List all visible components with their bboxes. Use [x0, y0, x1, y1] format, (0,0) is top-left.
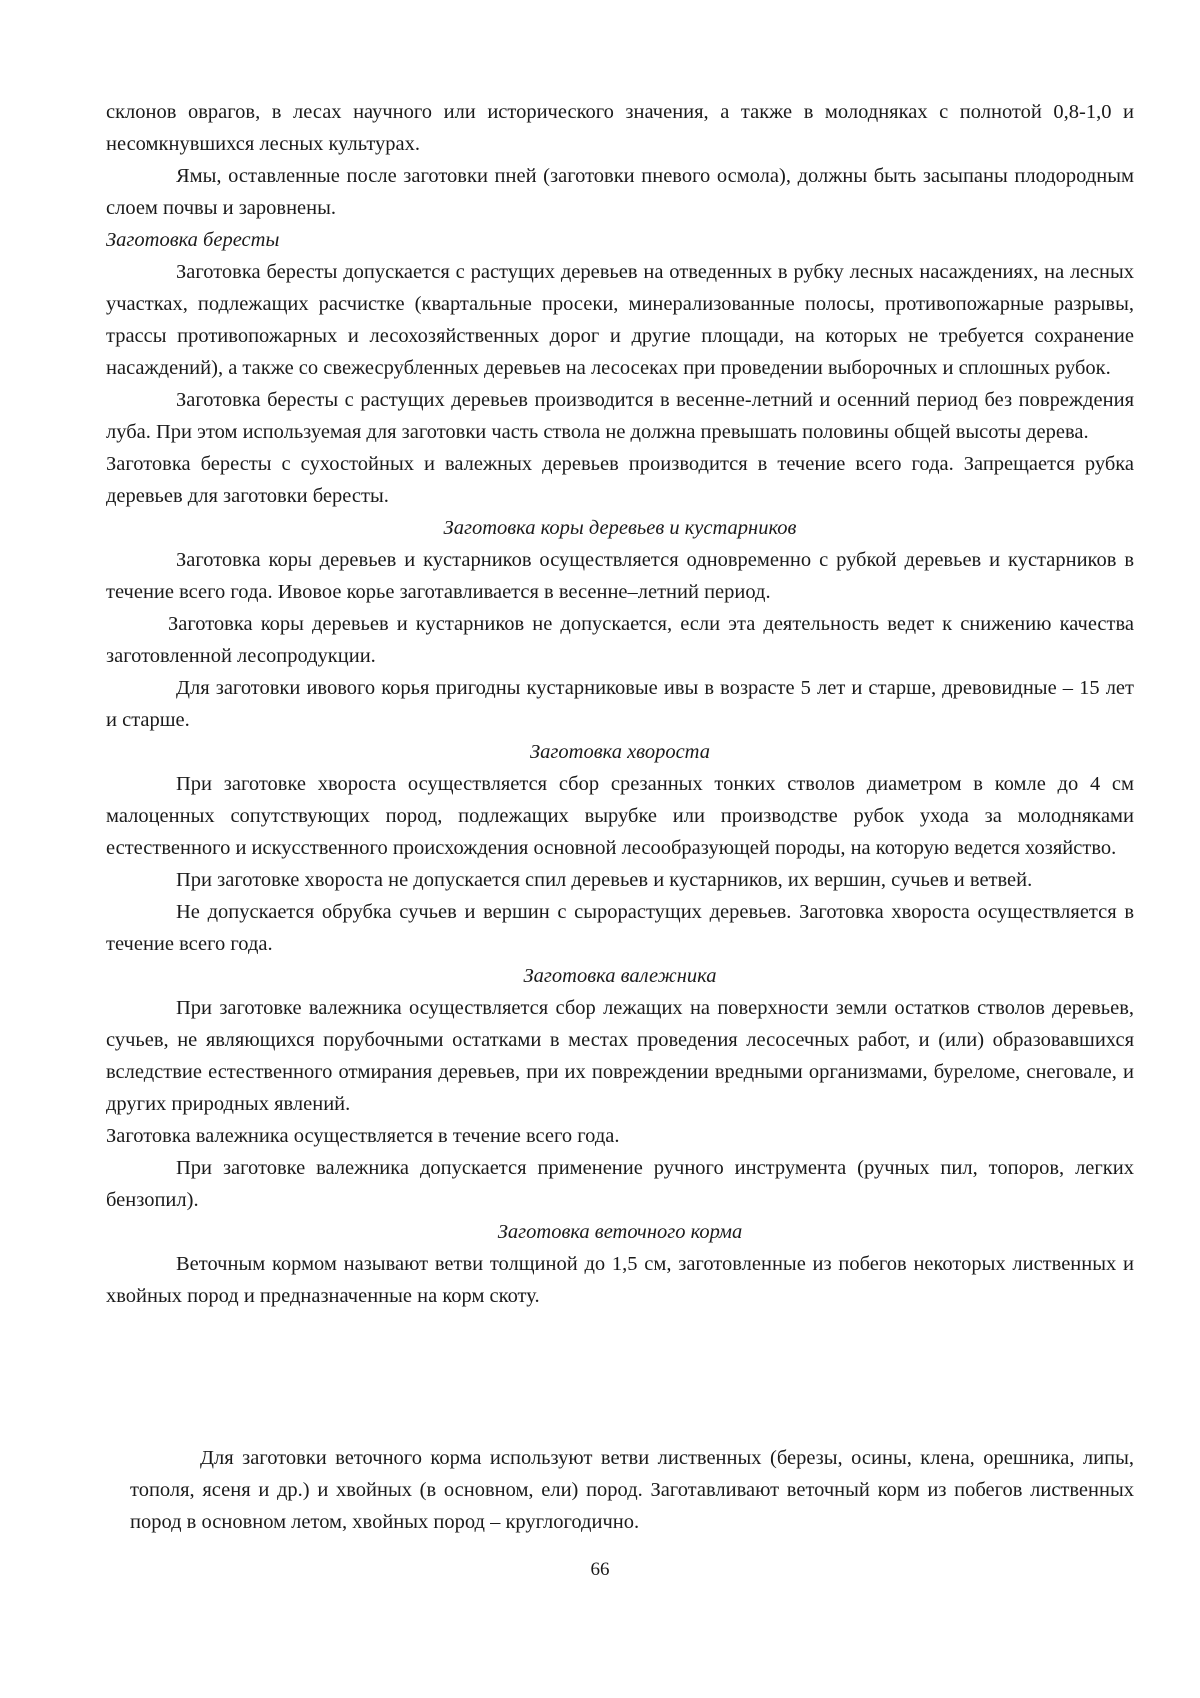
paragraph-stump-pits: Ямы, оставленные после заготовки пней (заготовки пневого осмола), должны быть засыпаны плодородным слоем почвы и заровнены. — [106, 165, 1134, 219]
heading-tree-bark: Заготовка коры деревьев и кустарников — [443, 517, 797, 539]
heading-birch-bark: Заготовка бересты — [106, 229, 280, 251]
paragraph-birch-bark-season: Заготовка бересты с растущих деревьев производится в весенне-летний и осенний период без повреждения луба. При этом используемая для заготовки часть ствола не должна превышать половины общей высоты дерева. — [106, 389, 1134, 443]
paragraph-branch-fodder-definition: Веточным кормом называют ветви толщиной до 1,5 см, заготовленные из побегов некоторых лиственных и хвойных пород и предназначенные на корм скоту. — [106, 1253, 1134, 1307]
page-number: 66 — [590, 1559, 610, 1580]
paragraph-branch-fodder-species: Для заготовки веточного корма используют ветви лиственных (березы, осины, клена, орешника, липы, тополя, ясеня и др.) и хвойных (в основном, ели) пород. Заготавливают веточный корм из побегов лиственных пород в основном летом, хвойных пород – круглогодично. — [130, 1447, 1134, 1533]
paragraph-birch-bark-permitted: Заготовка бересты допускается с растущих деревьев на отведенных в рубку лесных насаждениях, на лесных участках, подлежащих расчистке (квартальные просеки, минерализованные полосы, противопожарные разрывы, трассы противопожарных и лесохозяйственных дорог и другие площади, на которых не требуется сохранение насаждений), а также со свежесрубленных деревьев на лесосеках при проведении выборочных и сплошных рубок. — [106, 261, 1134, 379]
paragraph-brushwood-collection: При заготовке хвороста осуществляется сбор срезанных тонких стволов диаметром в комле до 4 см малоценных сопутствующих пород, подлежащих вырубке или производстве рубок ухода за молодняками естественного и искусственного происхождения основной лесообразующей породы, на которую ведется хозяйство. — [106, 773, 1134, 859]
page-body — [106, 96, 1134, 1312]
heading-deadfall: Заготовка валежника — [523, 965, 717, 987]
paragraph-tree-bark-timing: Заготовка коры деревьев и кустарников осуществляется одновременно с рубкой деревьев и кустарников в течение всего года. Ивовое корье заготавливается в весенне–летний период. — [106, 549, 1134, 603]
paragraph-birch-bark-deadwood: Заготовка бересты с сухостойных и валежных деревьев производится в течение всего года. Запрещается рубка деревьев для заготовки бересты. — [106, 453, 1134, 507]
heading-brushwood: Заготовка хвороста — [530, 741, 710, 763]
paragraph-deadfall-season: Заготовка валежника осуществляется в течение всего года. — [106, 1125, 620, 1147]
paragraph-ravine-slopes: склонов оврагов, в лесах научного или исторического значения, а также в молодняках с полнотой 0,8-1,0 и несомкнувшихся лесных культурах. — [106, 101, 1134, 155]
heading-branch-fodder: Заготовка веточного корма — [497, 1221, 743, 1243]
paragraph-brushwood-no-felling: При заготовке хвороста не допускается спил деревьев и кустарников, их вершин, сучьев и ветвей. — [176, 869, 1033, 891]
paragraph-willow-bark-age: Для заготовки ивового корья пригодны кустарниковые ивы в возрасте 5 лет и старше, древовидные – 15 лет и старше. — [106, 677, 1134, 731]
paragraph-brushwood-season: Не допускается обрубка сучьев и вершин с сырорастущих деревьев. Заготовка хвороста осуществляется в течение всего года. — [106, 901, 1134, 955]
paragraph-tree-bark-restriction: Заготовка коры деревьев и кустарников не допускается, если эта деятельность ведет к снижению качества заготовленной лесопродукции. — [106, 613, 1134, 667]
paragraph-deadfall-collection: При заготовке валежника осуществляется сбор лежащих на поверхности земли остатков стволов деревьев, сучьев, не являющихся порубочными остатками в местах проведения лесосечных работ, и (или) образовавшихся вследствие естественного отмирания деревьев, при их повреждении вредными организмами, буреломе, снеговале, и других природных явлений. — [106, 997, 1134, 1115]
paragraph-deadfall-tools: При заготовке валежника допускается применение ручного инструмента (ручных пил, топоров, легких бензопил). — [106, 1157, 1134, 1211]
